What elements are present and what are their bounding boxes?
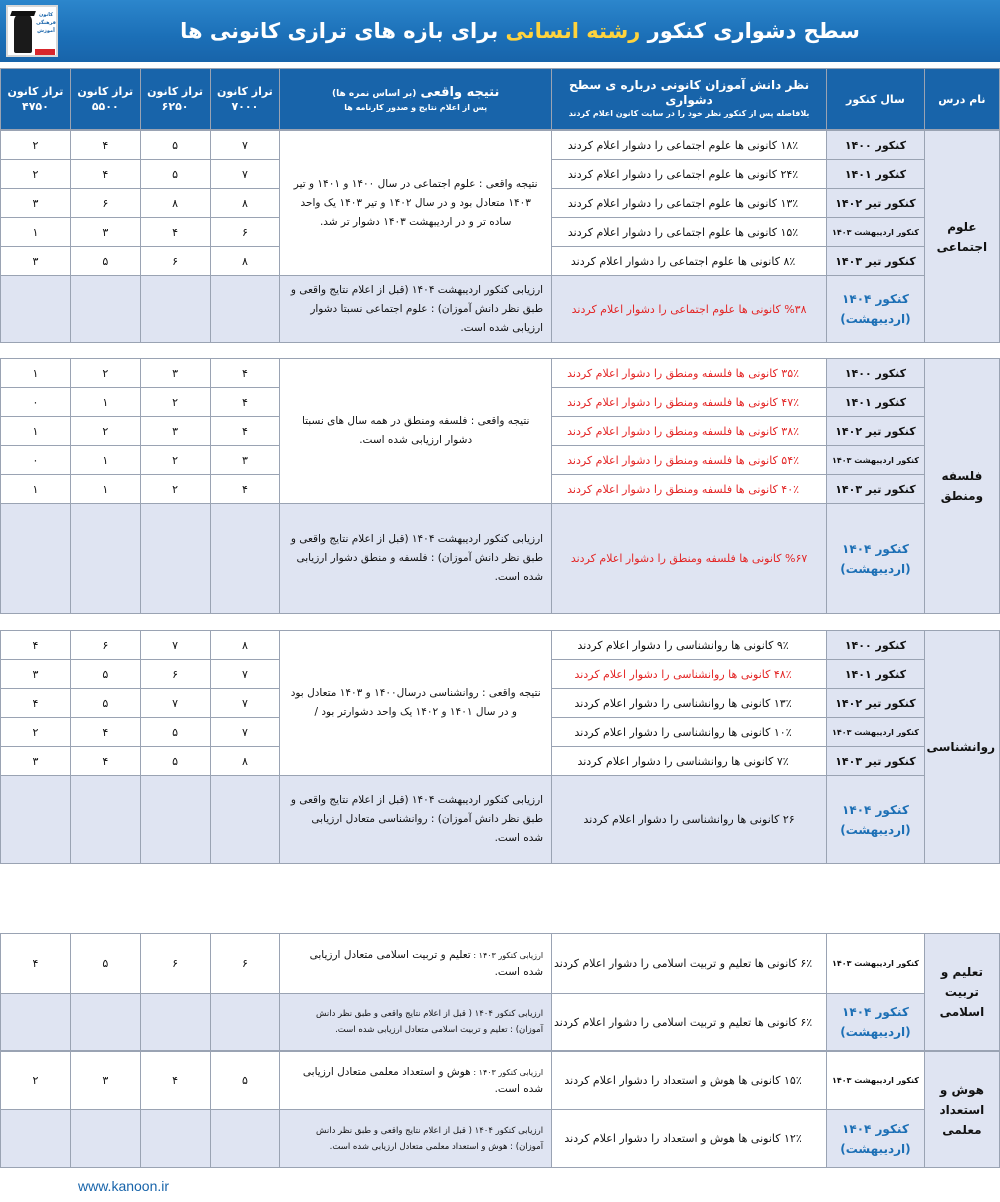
- value-cell: ۲: [140, 475, 210, 504]
- value-cell: ۶: [140, 660, 210, 689]
- year-cell: کنکور ۱۴۰۱: [827, 160, 925, 189]
- graduate-icon: [14, 13, 32, 53]
- year-cell: کنکور تیر ۱۴۰۲: [827, 689, 925, 718]
- year-cell: کنکور اردیبهشت ۱۴۰۳: [827, 1052, 925, 1110]
- value-cell: ۴: [1, 689, 71, 718]
- opinion-cell: ۲۴٪ کانونی ها علوم اجتماعی را دشوار اعلام کردند: [552, 160, 827, 189]
- title-banner: [0, 0, 1000, 62]
- value-cell: ۳: [70, 218, 140, 247]
- section-table: [0, 933, 1000, 1051]
- value-cell: ۱: [70, 388, 140, 417]
- opinion-1404-cell: ۲۶ کانونی ها روانشناسی را دشوار اعلام کردند: [552, 776, 827, 864]
- value-cell: ۶: [140, 934, 210, 994]
- value-cell: ۷: [210, 689, 280, 718]
- header-year: سال کنکور: [827, 69, 925, 130]
- value-cell: ۱: [70, 446, 140, 475]
- header-taraz-7000: تراز کانون ۷۰۰۰: [210, 69, 280, 130]
- value-cell: ۵: [70, 689, 140, 718]
- value-cell: ۳: [1, 660, 71, 689]
- year-cell: کنکور ۱۴۰۱: [827, 660, 925, 689]
- value-cell: ۲: [140, 388, 210, 417]
- value-cell: ۵: [70, 247, 140, 276]
- value-cell: ۸: [210, 247, 280, 276]
- opinion-cell: ۴۰٪ کانونی ها فلسفه ومنطق را دشوار اعلام کردند: [552, 475, 827, 504]
- value-cell: ۴: [1, 934, 71, 994]
- opinion-cell: ۱۰٪ کانونی ها روانشناسی را دشوار اعلام کردند: [552, 718, 827, 747]
- result-1404-cell: ارزیابی کنکور ۱۴۰۴ ( قبل از اعلام نتایج واقعی و طبق نظر دانش آموزان) : هوش و استعداد معلمی متعادل ارزیابی شده است.: [280, 1110, 552, 1168]
- result-1404-cell: ارزیابی کنکور ۱۴۰۴ ( قبل از اعلام نتایج واقعی و طبق نظر دانش آموزان) : تعلیم و تربیت اسلامی متعادل ارزیابی شده است.: [280, 994, 552, 1051]
- logo-text: کانون فرهنگی آموزش: [36, 12, 56, 34]
- title-highlight: رشته انسانی: [505, 19, 641, 43]
- value-cell: ۲: [1, 160, 71, 189]
- year-cell: کنکور اردیبهشت ۱۴۰۳: [827, 934, 925, 994]
- year-cell: کنکور ۱۴۰۰: [827, 359, 925, 388]
- opinion-cell: ۴۷٪ کانونی ها فلسفه ومنطق را دشوار اعلام کردند: [552, 388, 827, 417]
- value-cell: ۸: [210, 189, 280, 218]
- value-cell: ۷: [210, 718, 280, 747]
- value-cell: ۱: [70, 475, 140, 504]
- header-taraz-6250: تراز کانون ۶۲۵۰: [140, 69, 210, 130]
- year-cell: کنکور ۱۴۰۱: [827, 388, 925, 417]
- column-header: [0, 68, 1000, 130]
- year-1404-cell: کنکور ۱۴۰۴ (اردیبهشت): [827, 994, 925, 1051]
- opinion-cell: ۱۵٪ کانونی ها هوش و استعداد را دشوار اعلام کردند: [552, 1052, 827, 1110]
- value-cell: ۴: [70, 131, 140, 160]
- value-cell: ۲: [70, 417, 140, 446]
- header-taraz-4750: تراز کانون ۴۷۵۰: [1, 69, 71, 130]
- year-cell: کنکور ۱۴۰۰: [827, 131, 925, 160]
- result-cell: ارزیابی کنکور ۱۴۰۳ : تعلیم و تربیت اسلامی متعادل ارزیابی شده است.: [280, 934, 552, 994]
- subject-cell: علوم اجتماعی: [924, 131, 999, 343]
- value-cell: ۷: [210, 160, 280, 189]
- result-cell: نتیجه واقعی : علوم اجتماعی در سال ۱۴۰۰ و ۱۴۰۱ و تیر ۱۴۰۳ متعادل بود و در سال ۱۴۰۲ و تیر ۱۴۰۳ یک واحد ساده تر و در اردیبهشت ۱۴۰۳ دشوار تر شد.: [280, 131, 552, 276]
- value-cell: ۳: [140, 359, 210, 388]
- value-cell: ۵: [70, 934, 140, 994]
- value-cell: ۳: [210, 446, 280, 475]
- value-cell: ۱: [1, 475, 71, 504]
- year-cell: کنکور تیر ۱۴۰۳: [827, 747, 925, 776]
- subject-cell: روانشناسی: [924, 631, 999, 864]
- value-cell: ۳: [70, 1052, 140, 1110]
- year-cell: کنکور تیر ۱۴۰۳: [827, 475, 925, 504]
- opinion-cell: ۱۳٪ کانونی ها روانشناسی را دشوار اعلام کردند: [552, 689, 827, 718]
- section-table: [0, 1051, 1000, 1168]
- value-cell: ۶: [210, 218, 280, 247]
- value-cell: ۴: [1, 631, 71, 660]
- section-table: [0, 358, 1000, 614]
- opinion-cell: ۵۴٪ کانونی ها فلسفه ومنطق را دشوار اعلام کردند: [552, 446, 827, 475]
- value-cell: ۰: [1, 388, 71, 417]
- year-1404-cell: کنکور ۱۴۰۴ (اردیبهشت): [827, 276, 925, 343]
- year-cell: کنکور تیر ۱۴۰۲: [827, 417, 925, 446]
- section-table: [0, 130, 1000, 343]
- value-cell: ۳: [1, 189, 71, 218]
- opinion-cell: ۴۸٪ کانونی ها روانشناسی را دشوار اعلام کردند: [552, 660, 827, 689]
- opinion-cell: ۳۸٪ کانونی ها فلسفه ومنطق را دشوار اعلام کردند: [552, 417, 827, 446]
- value-cell: ۶: [140, 247, 210, 276]
- opinion-cell: ۱۸٪ کانونی ها علوم اجتماعی را دشوار اعلام کردند: [552, 131, 827, 160]
- opinion-cell: ۳۵٪ کانونی ها فلسفه ومنطق را دشوار اعلام کردند: [552, 359, 827, 388]
- value-cell: ۵: [140, 718, 210, 747]
- result-cell: نتیجه واقعی : روانشناسی درسال۱۴۰۰ و ۱۴۰۳ متعادل بود و در سال ۱۴۰۱ و ۱۴۰۲ یک واحد دشوارتر بود /: [280, 631, 552, 776]
- value-cell: ۷: [140, 689, 210, 718]
- kanoon-logo: [6, 5, 58, 57]
- value-cell: ۱: [1, 218, 71, 247]
- value-cell: ۷: [140, 631, 210, 660]
- value-cell: ۳: [1, 747, 71, 776]
- value-cell: ۴: [210, 417, 280, 446]
- opinion-1404-cell: %۶۷ کانونی ها فلسفه ومنطق را دشوار اعلام کردند: [552, 504, 827, 614]
- value-cell: ۱: [1, 359, 71, 388]
- header-result: نتیجه واقعی (بر اساس نمره ها) پس از اعلام نتایج و صدور کارنامه ها: [280, 69, 552, 130]
- header-subject: نام درس: [924, 69, 999, 130]
- year-1404-cell: کنکور ۱۴۰۴ (اردیبهشت): [827, 504, 925, 614]
- value-cell: ۴: [70, 160, 140, 189]
- subject-cell: فلسفه ومنطق: [924, 359, 999, 614]
- opinion-1404-cell: ۱۲٪ کانونی ها هوش و استعداد را دشوار اعلام کردند: [552, 1110, 827, 1168]
- opinion-cell: ۸٪ کانونی ها علوم اجتماعی را دشوار اعلام کردند: [552, 247, 827, 276]
- section-table: [0, 630, 1000, 864]
- year-cell: کنکور تیر ۱۴۰۳: [827, 247, 925, 276]
- value-cell: ۱: [1, 417, 71, 446]
- value-cell: ۵: [140, 131, 210, 160]
- value-cell: ۸: [210, 631, 280, 660]
- value-cell: ۲: [1, 131, 71, 160]
- header-opinion: نظر دانش آموزان کانونی درباره ی سطح دشواری بلافاصله پس از کنکور نظر خود را در سایت کانون اعلام کردند: [552, 69, 827, 130]
- year-1404-cell: کنکور ۱۴۰۴ (اردیبهشت): [827, 1110, 925, 1168]
- value-cell: ۶: [70, 189, 140, 218]
- value-cell: ۵: [140, 747, 210, 776]
- opinion-cell: ۱۳٪ کانونی ها علوم اجتماعی را دشوار اعلام کردند: [552, 189, 827, 218]
- value-cell: ۸: [210, 747, 280, 776]
- year-cell: کنکور اردیبهشت ۱۴۰۳: [827, 718, 925, 747]
- value-cell: ۸: [140, 189, 210, 218]
- result-1404-cell: ارزیابی کنکور اردیبهشت ۱۴۰۴ (قبل از اعلام نتایج واقعی و طبق نظر دانش آموزان) : فلسفه و منطق دشوار ارزیابی شده است.: [280, 504, 552, 614]
- value-cell: ۰: [1, 446, 71, 475]
- value-cell: ۷: [210, 131, 280, 160]
- value-cell: ۵: [140, 160, 210, 189]
- footer-url[interactable]: www.kanoon.ir: [78, 1178, 170, 1194]
- subject-cell: تعلیم و تربیت اسلامی: [924, 934, 999, 1051]
- result-1404-cell: ارزیابی کنکور اردیبهشت ۱۴۰۴ (قبل از اعلام نتایج واقعی و طبق نظر دانش آموزان) : روانشناسی متعادل ارزیابی شده است.: [280, 776, 552, 864]
- value-cell: ۳: [1, 247, 71, 276]
- year-1404-cell: کنکور ۱۴۰۴ (اردیبهشت): [827, 776, 925, 864]
- year-cell: کنکور ۱۴۰۰: [827, 631, 925, 660]
- header-taraz-5500: تراز کانون ۵۵۰۰: [70, 69, 140, 130]
- value-cell: ۴: [70, 718, 140, 747]
- value-cell: ۴: [210, 388, 280, 417]
- value-cell: ۲: [1, 718, 71, 747]
- year-cell: کنکور تیر ۱۴۰۲: [827, 189, 925, 218]
- year-cell: کنکور اردیبهشت ۱۴۰۳: [827, 446, 925, 475]
- value-cell: ۳: [140, 417, 210, 446]
- result-cell: نتیجه واقعی : فلسفه ومنطق در همه سال های نسبتا دشوار ارزیابی شده است.: [280, 359, 552, 504]
- opinion-1404-cell: %۳۸ کانونی ها علوم اجتماعی را دشوار اعلام کردند: [552, 276, 827, 343]
- value-cell: ۷: [210, 660, 280, 689]
- value-cell: ۴: [70, 747, 140, 776]
- value-cell: ۴: [210, 359, 280, 388]
- subject-cell: هوش و استعداد معلمی: [924, 1052, 999, 1168]
- value-cell: ۲: [70, 359, 140, 388]
- opinion-1404-cell: ۶٪ کانونی ها تعلیم و تربیت اسلامی را دشوار اعلام کردند: [552, 994, 827, 1051]
- value-cell: ۶: [210, 934, 280, 994]
- value-cell: ۴: [210, 475, 280, 504]
- value-cell: ۶: [70, 631, 140, 660]
- value-cell: ۴: [140, 218, 210, 247]
- value-cell: ۲: [140, 446, 210, 475]
- opinion-cell: ۱۵٪ کانونی ها علوم اجتماعی را دشوار اعلام کردند: [552, 218, 827, 247]
- value-cell: ۴: [140, 1052, 210, 1110]
- opinion-cell: ۷٪ کانونی ها روانشناسی را دشوار اعلام کردند: [552, 747, 827, 776]
- value-cell: ۲: [1, 1052, 71, 1110]
- result-cell: ارزیابی کنکور ۱۴۰۳ : هوش و استعداد معلمی متعادل ارزیابی شده است.: [280, 1052, 552, 1110]
- page-title: سطح دشواری کنکور رشته انسانی برای بازه های ترازی کانونی ها: [180, 19, 860, 43]
- result-1404-cell: ارزیابی کنکور اردیبهشت ۱۴۰۴ (قبل از اعلام نتایج واقعی و طبق نظر دانش آموزان) : علوم اجتماعی نسبتا دشوار ارزیابی شده است.: [280, 276, 552, 343]
- year-cell: کنکور اردیبهشت ۱۴۰۳: [827, 218, 925, 247]
- opinion-cell: ۶٪ کانونی ها تعلیم و تربیت اسلامی را دشوار اعلام کردند: [552, 934, 827, 994]
- value-cell: ۵: [70, 660, 140, 689]
- value-cell: ۵: [210, 1052, 280, 1110]
- opinion-cell: ۹٪ کانونی ها روانشناسی را دشوار اعلام کردند: [552, 631, 827, 660]
